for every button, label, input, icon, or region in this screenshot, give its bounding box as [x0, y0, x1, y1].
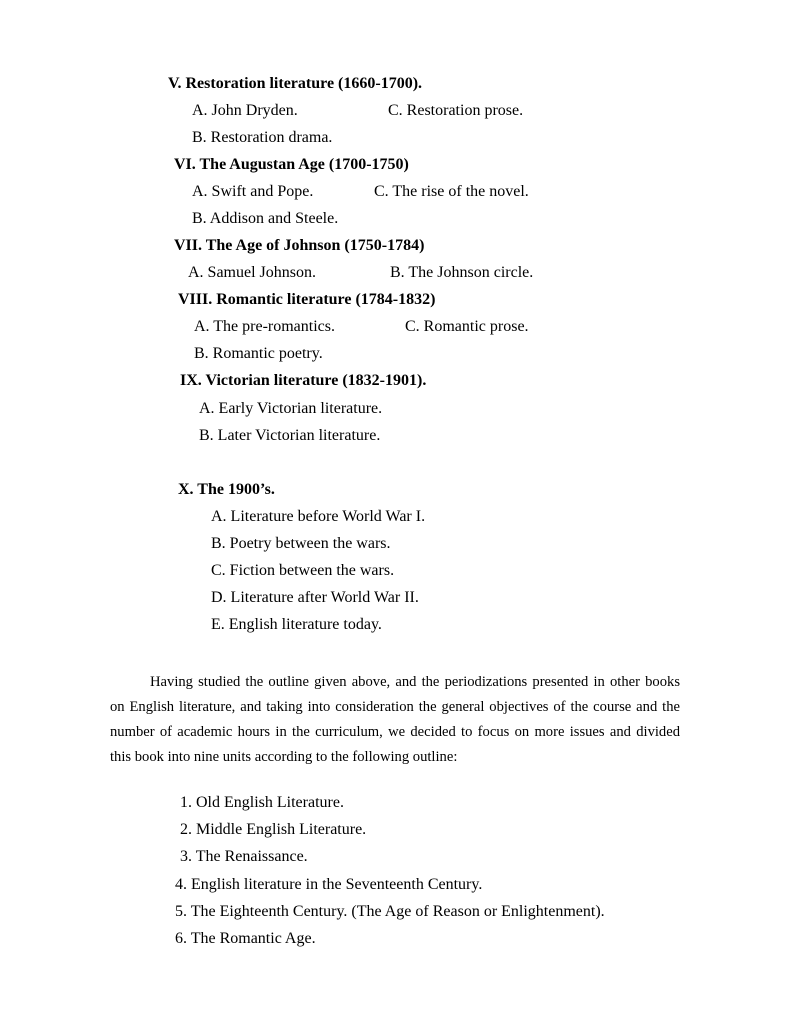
section-viii-item-c: C. Romantic prose.	[405, 318, 529, 335]
section-vi-item-a: A. Swift and Pope.	[192, 183, 314, 200]
section-viii-item-b: B. Romantic poetry.	[194, 345, 323, 362]
unit-item: 3. The Renaissance.	[180, 848, 308, 865]
unit-item: 2. Middle English Literature.	[180, 821, 367, 838]
section-x-item: D. Literature after World War II.	[211, 589, 419, 606]
section-ix-item-a: A. Early Victorian literature.	[199, 400, 383, 417]
section-viii-heading: VIII. Romantic literature (1784-1832)	[178, 291, 436, 308]
section-vii-item-b: B. The Johnson circle.	[390, 264, 534, 281]
section-v-item-a: A. John Dryden.	[192, 102, 298, 119]
section-x-item: C. Fiction between the wars.	[211, 562, 395, 579]
section-v-heading: V. Restoration literature (1660-1700).	[168, 75, 423, 92]
section-x-heading: X. The 1900’s.	[178, 481, 275, 498]
section-ix-heading: IX. Victorian literature (1832-1901).	[180, 372, 427, 389]
section-vii-item-a: A. Samuel Johnson.	[188, 264, 316, 281]
section-vii-heading: VII. The Age of Johnson (1750-1784)	[174, 237, 425, 254]
section-ix-item-b: B. Later Victorian literature.	[199, 427, 381, 444]
section-v-item-b: B. Restoration drama.	[192, 129, 333, 146]
section-v-item-c: C. Restoration prose.	[388, 102, 524, 119]
section-x-item: A. Literature before World War I.	[211, 508, 426, 525]
section-vi-item-b: B. Addison and Steele.	[192, 210, 339, 227]
section-viii-item-a: A. The pre-romantics.	[194, 318, 335, 335]
unit-item: 4. English literature in the Seventeenth Century.	[175, 876, 483, 893]
section-x-item: E. English literature today.	[211, 616, 382, 633]
unit-item: 1. Old English Literature.	[180, 794, 344, 811]
unit-item: 5. The Eighteenth Century. (The Age of Reason or Enlightenment).	[175, 903, 605, 920]
section-vi-item-c: C. The rise of the novel.	[374, 183, 529, 200]
unit-item: 6. The Romantic Age.	[175, 930, 316, 947]
body-paragraph: Having studied the outline given above, and the periodizations presented in other books on English literature, and taking into consideration the general objectives of the course and the number of academic hours in the curriculum, we decided to focus on more issues and divided this book into nine units according to the following outline:	[110, 674, 680, 765]
section-vi-heading: VI. The Augustan Age (1700-1750)	[174, 156, 409, 173]
section-x-item: B. Poetry between the wars.	[211, 535, 391, 552]
